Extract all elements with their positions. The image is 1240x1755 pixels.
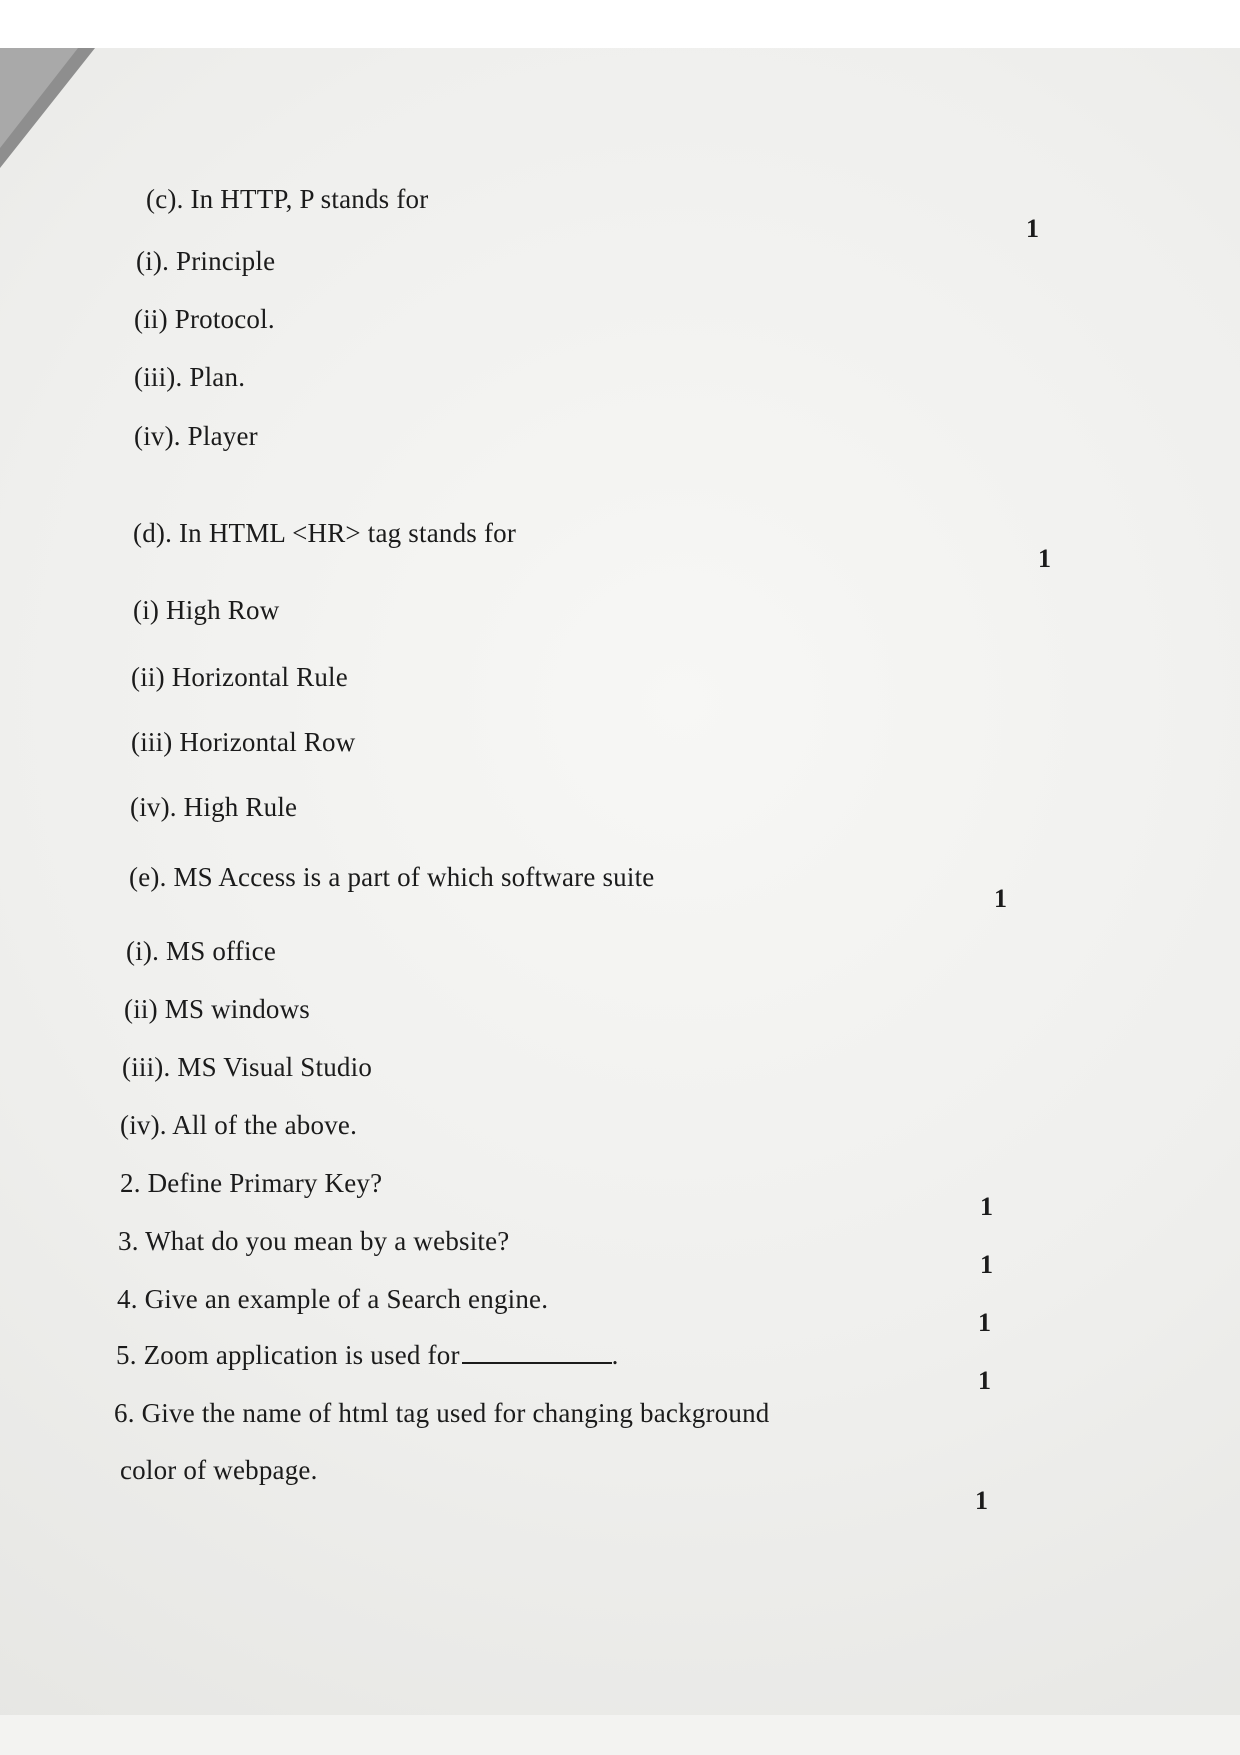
question-c-option-3: (iii). Plan. [134,362,246,392]
question-e-option-3: (iii). MS Visual Studio [122,1052,373,1082]
question-e-option-4: (iv). All of the above. [120,1110,358,1140]
question-c-option-1: (i). Principle [136,246,276,276]
question-e-marks: 1 [994,884,1007,913]
question-6-line-1: 6. Give the name of html tag used for changing background [114,1398,770,1428]
question-c-marks: 1 [1026,214,1039,243]
question-3-marks: 1 [980,1250,993,1279]
question-e-stem: (e). MS Access is a part of which software suite [129,862,655,892]
question-c-option-2: (ii) Protocol. [134,304,275,334]
question-d-stem: (d). In HTML <HR> tag stands for [133,518,517,548]
question-d-marks: 1 [1038,544,1051,573]
question-5-line [116,1340,619,1371]
question-c-stem: (c). In HTTP, P stands for [146,184,429,214]
folded-corner-inner [0,48,78,148]
question-d-option-3: (iii) Horizontal Row [131,727,356,757]
question-4-text: 4. Give an example of a Search engine. [117,1284,549,1314]
question-5-end: . [611,1340,619,1370]
question-2-marks: 1 [980,1192,993,1221]
question-e-option-2: (ii) MS windows [124,994,311,1024]
question-e-option-1: (i). MS office [126,936,277,966]
question-d-option-1: (i) High Row [133,595,280,625]
question-5-text: 5. Zoom application is used for [116,1340,460,1370]
question-6-line-2: color of webpage. [120,1455,318,1485]
question-5-marks: 1 [978,1366,991,1395]
question-d-option-4: (iv). High Rule [130,792,298,822]
page-top-margin [0,0,1240,48]
question-2-text: 2. Define Primary Key? [120,1168,383,1198]
question-d-option-2: (ii) Horizontal Rule [131,662,348,692]
question-5-blank [462,1362,612,1364]
question-3-text: 3. What do you mean by a website? [118,1226,510,1256]
page-bottom-margin [0,1715,1240,1755]
question-4-marks: 1 [978,1308,991,1337]
question-6-marks: 1 [975,1486,988,1515]
question-c-option-4: (iv). Player [134,421,258,451]
